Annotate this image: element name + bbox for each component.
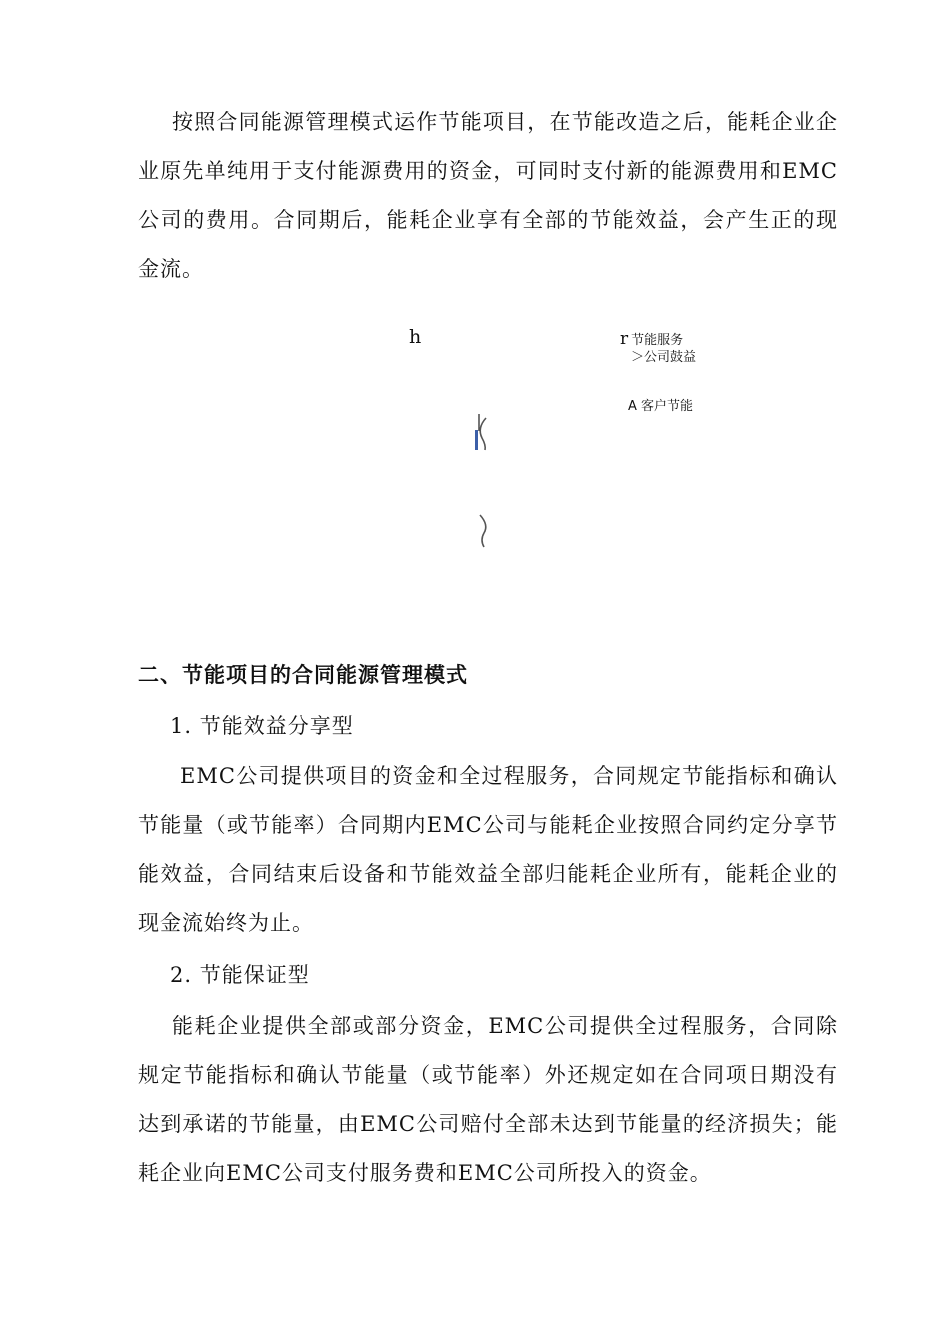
blue-bar-mark xyxy=(475,430,478,450)
intro-paragraph: 按照合同能源管理模式运作节能项目，在节能改造之后，能耗企业企业原先单纯用于支付能源费用的资金，可同时支付新的能源费用和EMC公司的费用。合同期后，能耗企业享有全部的节能效益，会产生正的现金流。 xyxy=(138,110,838,281)
right-bracket-mark xyxy=(480,515,486,547)
section2-body: 能耗企业提供全部或部分资金，EMC公司提供全过程服务，合同除规定节能指标和确认节能量（或节能率）外还规定如在合同项日期没有达到承诺的节能量，由EMC公司赔付全部未达到节能量的经济损失；能耗企业向EMC公司支付服务费和EMC公司所投入的资金。 xyxy=(138,1014,838,1185)
left-bracket-mark xyxy=(479,414,486,450)
diagram-label-service xyxy=(620,331,683,349)
section-heading: 二、节能项目的合同能源管理模式 xyxy=(138,663,468,687)
diagram-label-h: h xyxy=(409,326,422,348)
diagram-label-service-text: 节能服务 xyxy=(631,333,684,348)
section2-title: 2. 节能保证型 xyxy=(170,963,310,987)
diagram-label-r: r xyxy=(620,329,629,349)
diagram-label-company: ＞公司鼓益 xyxy=(631,350,697,365)
section1-title: 1. 节能效益分享型 xyxy=(170,714,354,738)
diagram-label-customer: A 客户节能 xyxy=(628,399,694,414)
section1-body: EMC公司提供项目的资金和全过程服务，合同规定节能指标和确认节能量（或节能率）合同期内EMC公司与能耗企业按照合同约定分享节能效益，合同结束后设备和节能效益全部归能耗企业所有，能耗企业的现金流始终为止。 xyxy=(138,764,838,935)
